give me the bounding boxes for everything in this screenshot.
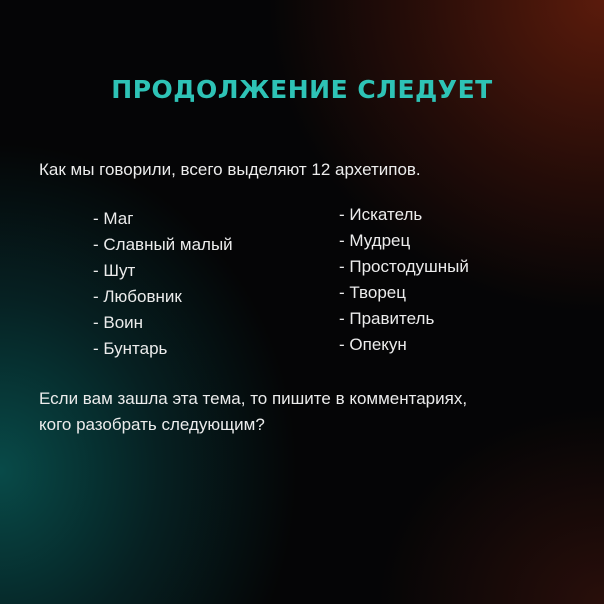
outro-text	[39, 386, 579, 438]
outro-line: Если вам зашла эта тема, то пишите в комментариях,	[39, 389, 468, 408]
archetype-list-right	[339, 202, 469, 358]
slide-title: ПРОДОЛЖЕНИЕ СЛЕДУЕТ	[111, 75, 493, 104]
list-item: - Правитель	[339, 309, 435, 328]
list-item: - Славный малый	[93, 235, 233, 254]
list-item: - Шут	[93, 261, 136, 280]
list-item: - Простодушный	[339, 257, 469, 276]
list-item: - Мудрец	[339, 231, 411, 250]
archetype-list-left	[93, 206, 233, 362]
intro-text: Как мы говорили, всего выделяют 12 архетипов.	[39, 160, 421, 179]
list-item: - Опекун	[339, 335, 407, 354]
list-item: - Творец	[339, 283, 406, 302]
list-item: - Маг	[93, 209, 134, 228]
list-item: - Бунтарь	[93, 339, 168, 358]
outro-line: кого разобрать следующим?	[39, 415, 265, 434]
list-item: - Любовник	[93, 287, 182, 306]
list-item: - Воин	[93, 313, 144, 332]
list-item: - Искатель	[339, 205, 423, 224]
